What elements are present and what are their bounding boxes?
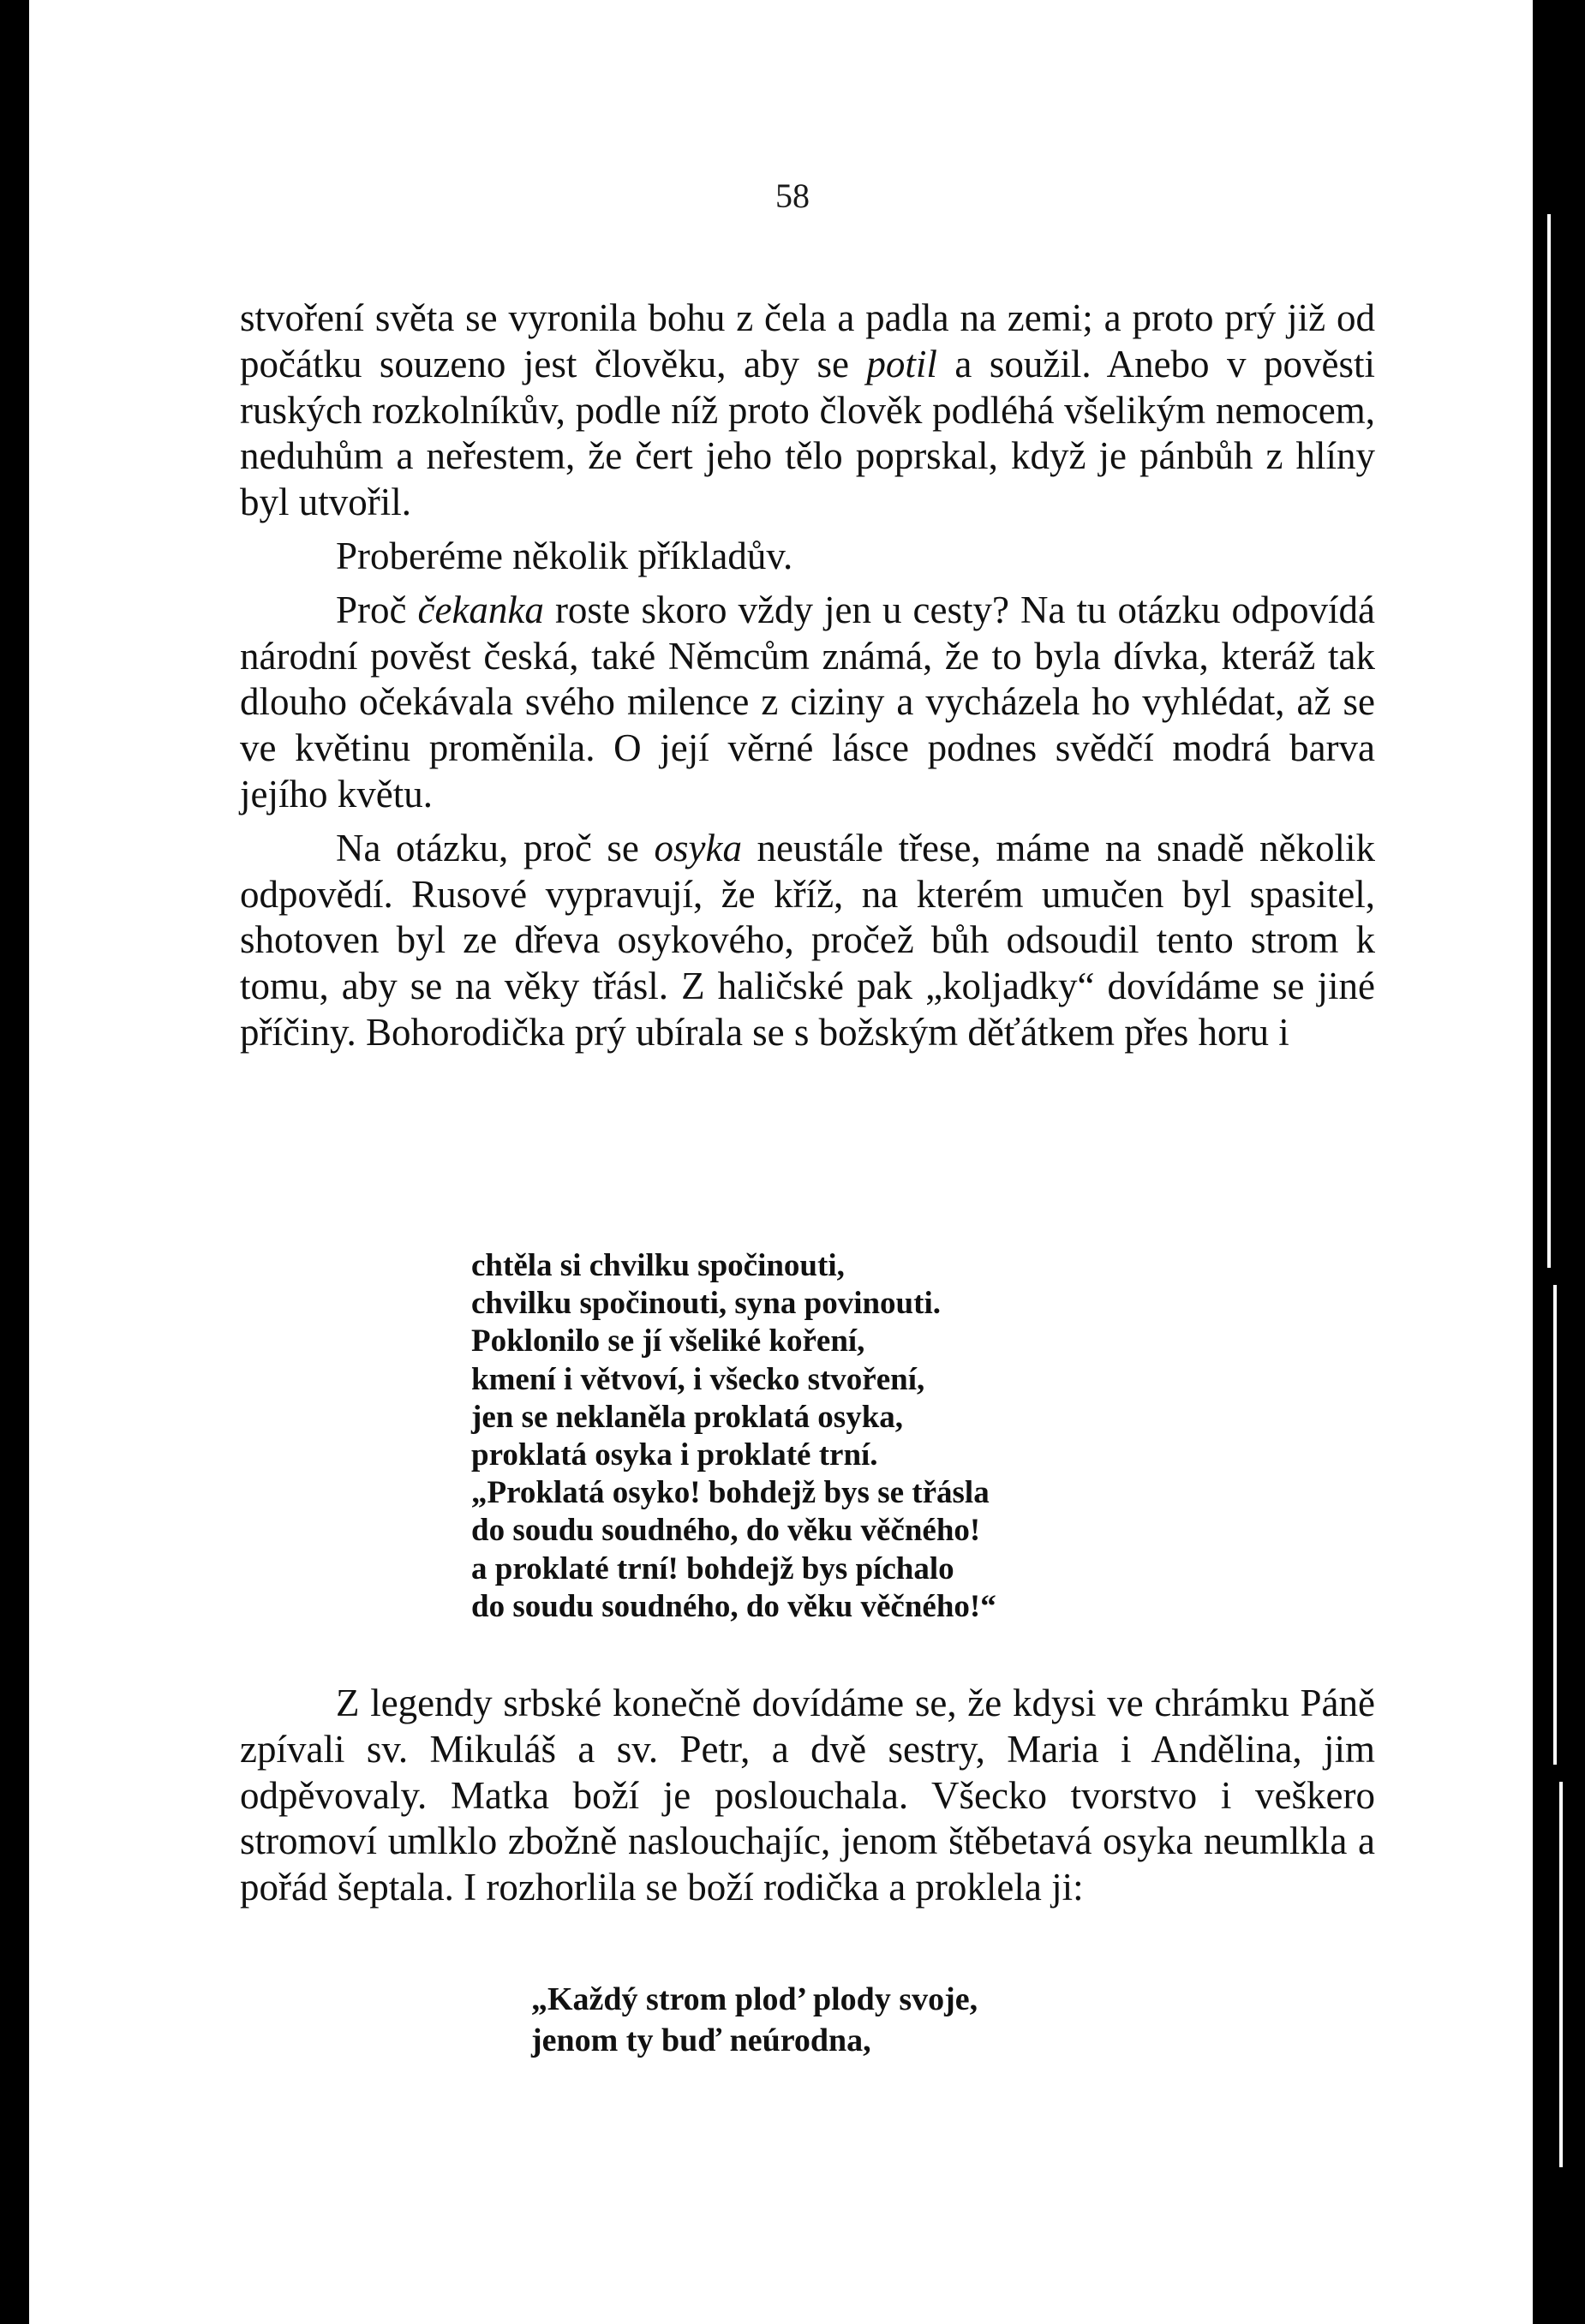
text-run: Proč bbox=[336, 588, 418, 631]
text-run: neustále třese, máme na snadě několik odpovědí. Rusové vypravují, že kříž, na kterém umučen byl spasitel, shotoven byl ze dřeva osykového, pročež bůh odsoudil tento strom k tomu, aby se na věky třásl. Z haličské pak „koljadky“ dovídáme se jiné příčiny. Bohorodička prý ubírala se s božským děťátkem přes horu i bbox=[240, 826, 1375, 1054]
paragraph bbox=[240, 534, 1375, 580]
verse-line: jenom ty buď neúrodna, bbox=[531, 2022, 871, 2058]
verse-line: chvilku spočinouti, syna povinouti. bbox=[471, 1286, 941, 1322]
scan-edge-mark bbox=[1559, 1782, 1563, 2167]
scan-edge-mark bbox=[1547, 214, 1551, 1268]
text-run: a soužil. Anebo v pověsti ruských rozkolníkův, podle níž proto člověk podléhá všelikým nemocem, neduhům a neřestem, že čert jeho tělo poprskal, když je pánbůh z hlíny byl utvořil. bbox=[240, 342, 1375, 524]
verse-line: jen se neklaněla proklatá osyka, bbox=[471, 1399, 904, 1435]
verse-line: kmení i větvoví, i všecko stvoření, bbox=[471, 1361, 925, 1397]
paragraph bbox=[240, 588, 1375, 818]
italic-term: potil bbox=[866, 342, 937, 385]
text-run: roste skoro vždy jen u cesty? Na tu otázku odpovídá národní pověst česká, také Němcům známá, že to byla dívka, kteráž tak dlouho očekávala svého milence z ciziny a vycházela ho vyhlédat, až se ve květinu proměnila. O její věrné lásce podnes svědčí modrá barva jejího květu. bbox=[240, 588, 1375, 815]
paragraph bbox=[240, 296, 1375, 526]
verse-line: „Proklatá osyko! bohdejž bys se třásla bbox=[471, 1475, 990, 1511]
text-run: Na otázku, proč se bbox=[336, 826, 655, 869]
paragraph bbox=[240, 826, 1375, 1056]
text-run: Z legendy srbské konečně dovídáme se, že kdysi ve chrámku Páně zpívali sv. Mikuláš a sv. Petr, a dvě sestry, Maria i Andělina, jim odpěvovaly. Matka boží je poslouchala. Všecko tvorstvo i veškero stromoví umlklo zbožně naslouchajíc, jenom štěbetavá osyka neumlkla a pořád šeptala. I rozhorlila se boží rodička a proklela ji: bbox=[240, 1682, 1375, 1909]
italic-term: čekanka bbox=[417, 588, 544, 631]
verse-line: Poklonilo se jí všeliké koření, bbox=[471, 1323, 865, 1359]
prose-block-1 bbox=[240, 296, 1375, 1056]
verse-line: „Každý strom plod’ plody svoje, bbox=[531, 1981, 978, 2017]
verse-block-1 bbox=[471, 1247, 1242, 1626]
verse-line: chtěla si chvilku spočinouti, bbox=[471, 1248, 845, 1283]
text-run: stvoření světa se vyronila bohu z čela a padla na zemi; a proto prý již od počátku souzeno jest člověku, aby se bbox=[240, 296, 1375, 385]
verse-line: do soudu soudného, do věku věčného! bbox=[471, 1513, 981, 1549]
verse-line: a proklaté trní! bohdejž bys píchalo bbox=[471, 1550, 954, 1586]
verse-block-2 bbox=[531, 1979, 1302, 2061]
verse-line: do soudu soudného, do věku věčného!“ bbox=[471, 1588, 996, 1624]
prose-block-2 bbox=[240, 1673, 1375, 1911]
paragraph bbox=[240, 1681, 1375, 1911]
page-number: 58 bbox=[775, 176, 810, 215]
verse-line: proklatá osyka i proklaté trní. bbox=[471, 1437, 878, 1473]
italic-term: osyka bbox=[654, 826, 742, 869]
text-run: Proberéme několik příkladův. bbox=[336, 534, 793, 577]
scan-edge-mark bbox=[1553, 1285, 1557, 1765]
